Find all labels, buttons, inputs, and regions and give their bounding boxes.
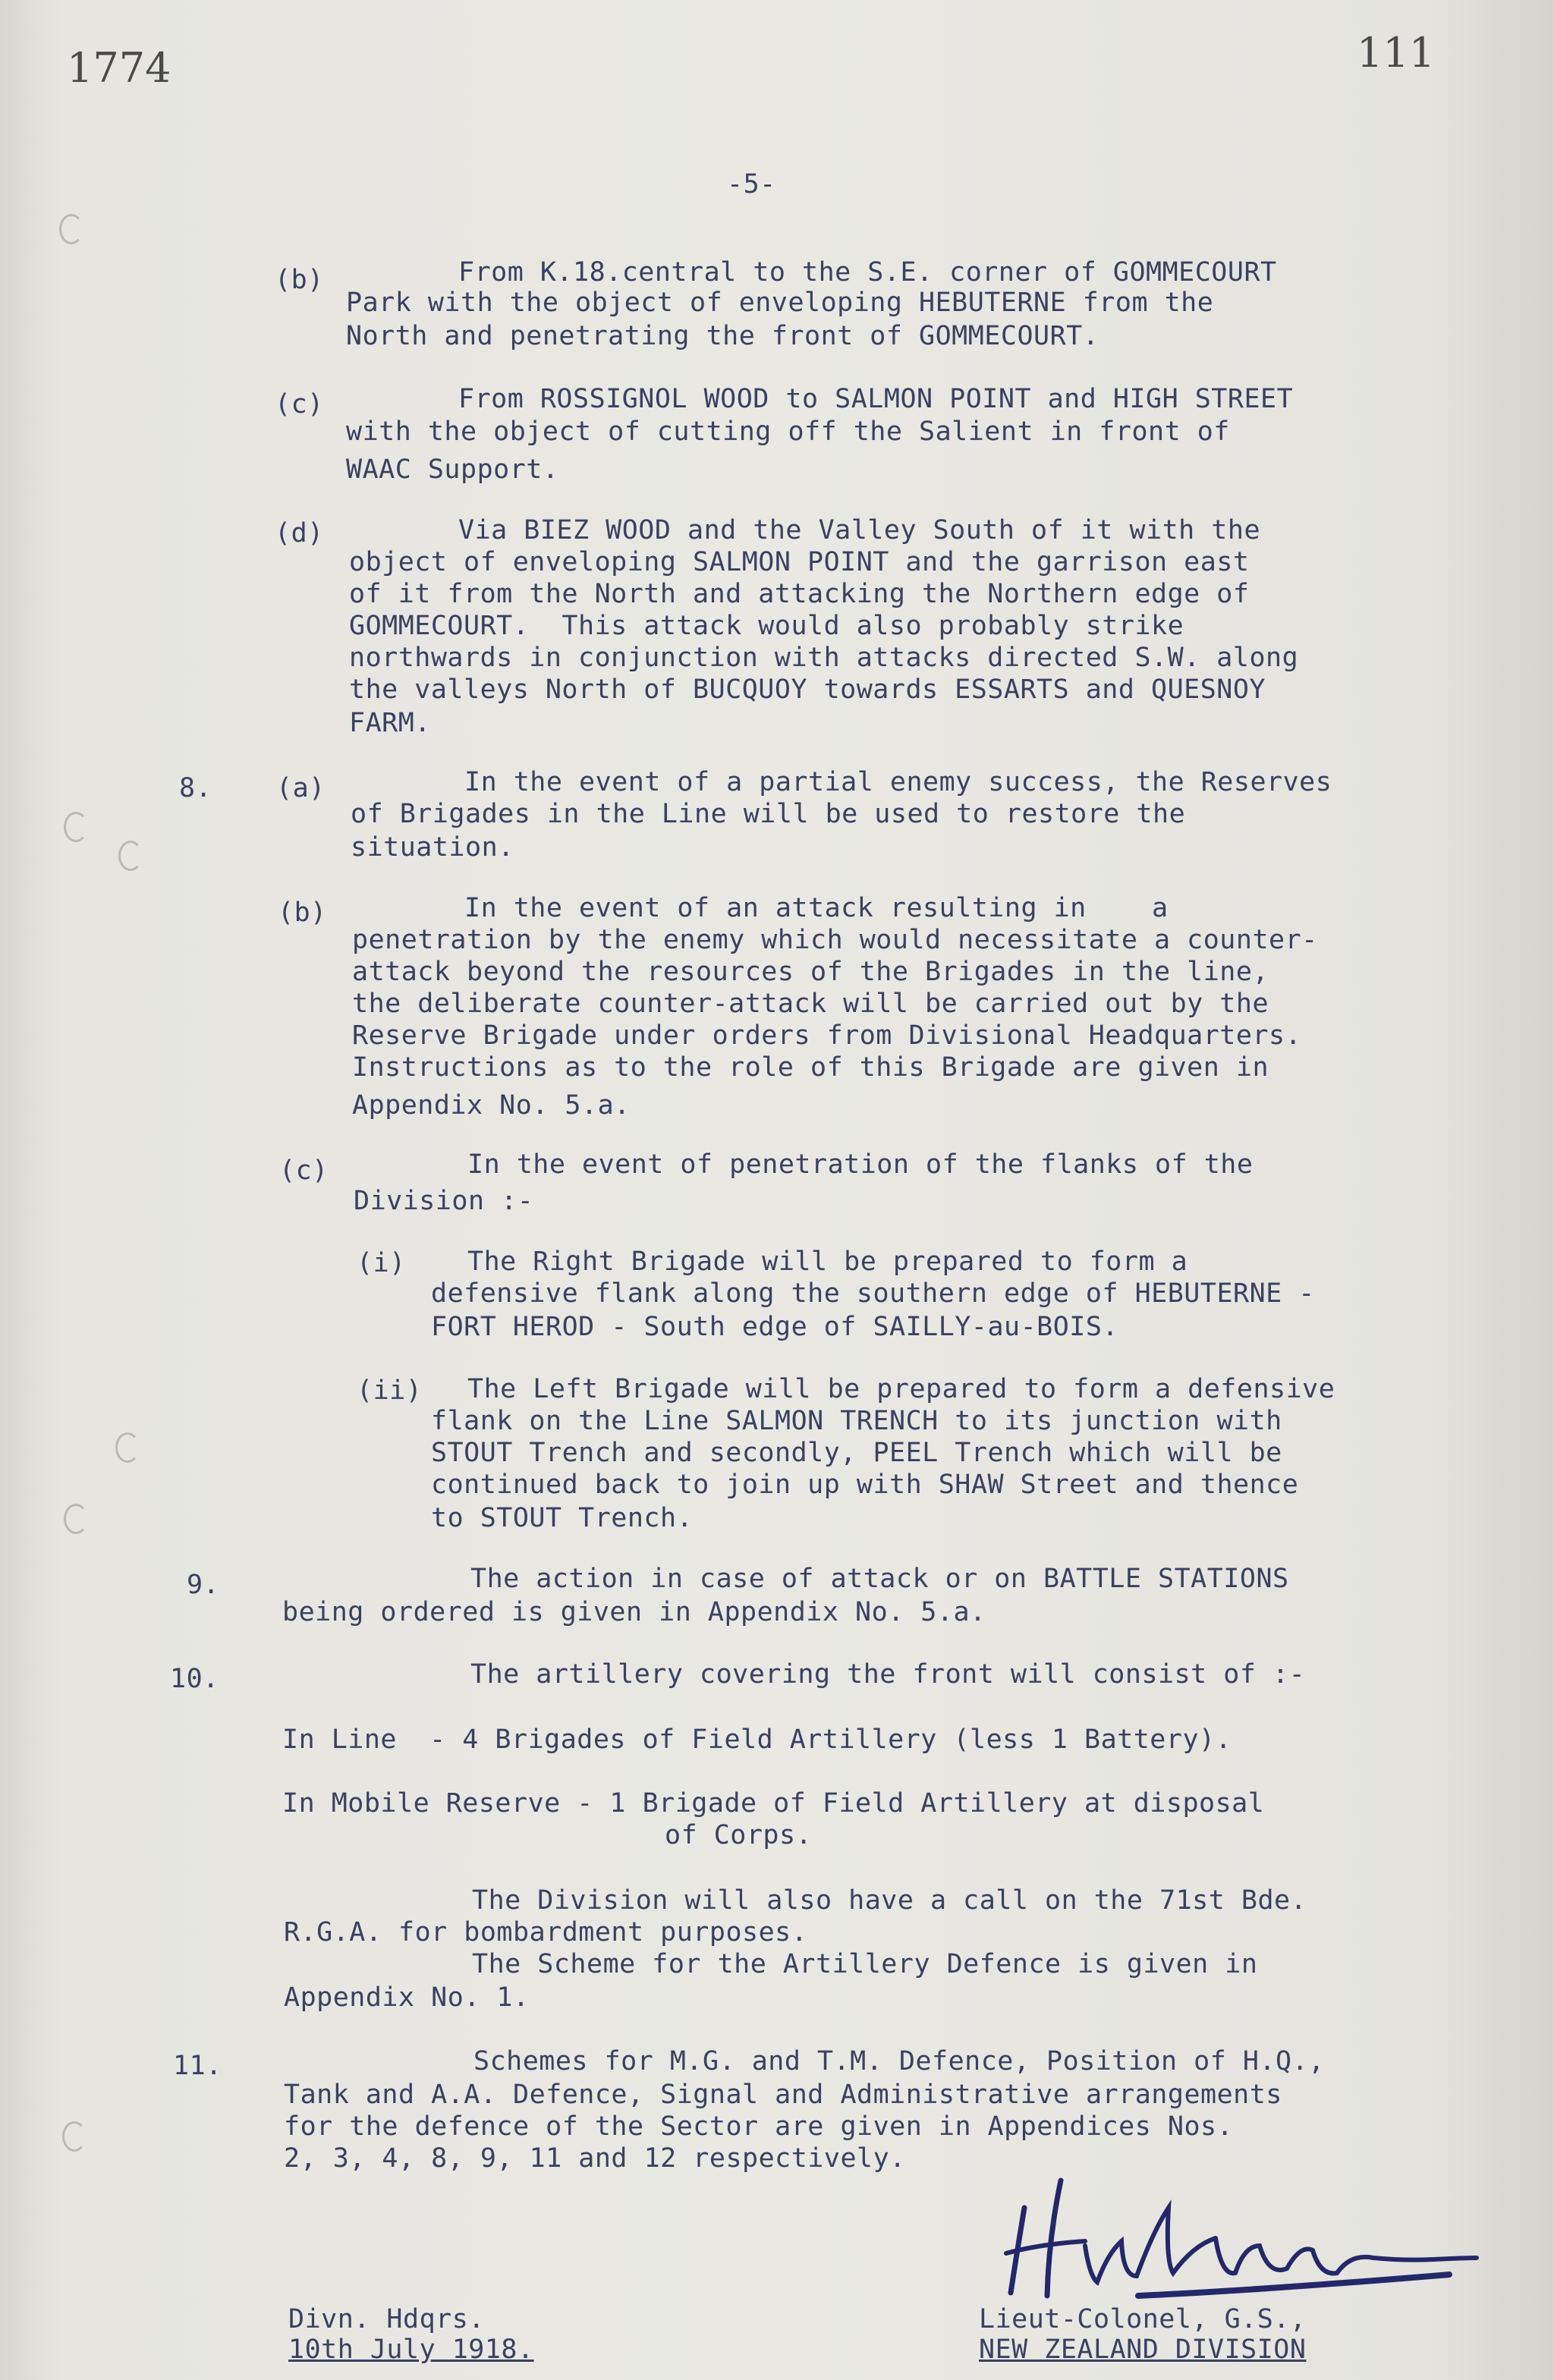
text-line: Schemes for M.G. and T.M. Defence, Position of H.Q., [473,2046,1325,2077]
text-line: of it from the North and attacking the Northern edge of [349,579,1250,609]
text-line: Reserve Brigade under orders from Divisional Headquarters. [352,1020,1302,1051]
text-line: FORT HEROD - South edge of SAILLY-au-BOIS. [431,1312,1119,1342]
text-line: The Left Brigade will be prepared to form a defensive [467,1374,1335,1404]
text-line: being ordered is given in Appendix No. 5.a. [282,1597,986,1627]
text-line: WAAC Support. [346,454,559,485]
item-marker: (ii) [357,1375,423,1406]
headquarters-label: Divn. Hdqrs. [288,2304,485,2334]
text-line: for the defence of the Sector are given in Appendices Nos. [284,2111,1234,2142]
text-line: object of enveloping SALMON POINT and the garrison east [349,547,1250,577]
text-line: North and penetrating the front of GOMMECOURT. [346,321,1099,351]
punch-hole [64,812,88,842]
text-line: The Right Brigade will be prepared to form a [467,1247,1188,1277]
text-line: The Scheme for the Artillery Defence is given in [472,1949,1258,1979]
text-line: Division :- [354,1186,534,1216]
text-line: From K.18.central to the S.E. corner of GOMMECOURT [458,257,1277,288]
text-line: of Brigades in the Line will be used to restore the [351,799,1186,829]
item-marker: (i) [357,1248,406,1278]
item-marker: (c) [275,389,324,420]
paragraph-number: 9. [187,1570,220,1600]
punch-hole [62,2121,87,2152]
punch-hole [118,841,143,871]
unit-name: NEW ZEALAND DIVISION [979,2334,1307,2365]
folio-number-left: 1774 [67,44,171,92]
text-line: From ROSSIGNOL WOOD to SALMON POINT and HIGH STREET [458,384,1294,414]
text-line: with the object of cutting off the Salient in front of [346,417,1230,447]
page-number: -5- [727,169,776,200]
text-line: of Corps. [665,1820,813,1850]
item-marker: (b) [275,265,324,295]
paragraph-number: 10. [170,1664,219,1694]
text-line: the valleys North of BUCQUOY towards ESSARTS and QUESNOY [349,674,1266,705]
text-line: In the event of an attack resulting in a [464,893,1169,923]
signature [994,2162,1480,2314]
punch-hole [64,1504,88,1534]
text-line: penetration by the enemy which would necessitate a counter- [352,925,1318,955]
signatory-rank: Lieut-Colonel, G.S., [979,2304,1307,2334]
text-line: the deliberate counter-attack will be carried out by the [352,989,1269,1019]
text-line: Via BIEZ WOOD and the Valley South of it with the [458,515,1261,545]
text-line: R.G.A. for bombardment purposes. [284,1917,808,1948]
text-line: northwards in conjunction with attacks directed S.W. along [349,643,1299,673]
text-line: The Division will also have a call on the 71st Bde. [472,1885,1307,1916]
text-line: In Mobile Reserve - 1 Brigade of Field Artillery at disposal [282,1788,1265,1819]
text-line: to STOUT Trench. [431,1503,694,1533]
text-line: attack beyond the resources of the Brigades in the line, [352,957,1269,987]
text-line: continued back to join up with SHAW Street and thence [431,1470,1299,1500]
text-line: The artillery covering the front will consist of :- [470,1659,1306,1690]
text-line: Tank and A.A. Defence, Signal and Administrative arrangements [284,2080,1282,2110]
punch-hole [115,1432,140,1463]
paragraph-number: 8. [179,773,212,803]
item-marker: (a) [276,773,326,803]
item-marker: (d) [275,518,324,549]
item-marker: (c) [279,1155,329,1186]
text-line: Park with the object of enveloping HEBUTERNE from the [346,288,1214,318]
text-line: In Line - 4 Brigades of Field Artillery (less 1 Battery). [282,1724,1232,1755]
text-line: In the event of a partial enemy success, the Reserves [464,767,1332,797]
text-line: situation. [351,832,514,863]
text-line: Appendix No. 1. [284,1982,530,2013]
text-line: Instructions as to the role of this Brigade are given in [352,1052,1269,1083]
document-date: 10th July 1918. [288,2334,534,2365]
text-line: FARM. [349,708,431,738]
text-line: Appendix No. 5.a. [352,1090,631,1121]
text-line: The action in case of attack or on BATTLE STATIONS [470,1564,1289,1594]
item-marker: (b) [278,898,327,928]
punch-hole [59,214,83,244]
folio-number-right: 111 [1357,29,1436,77]
text-line: GOMMECOURT. This attack would also probably strike [349,611,1184,641]
text-line: In the event of penetration of the flanks of the [467,1149,1254,1180]
text-line: flank on the Line SALMON TRENCH to its junction with [431,1406,1282,1436]
text-line: defensive flank along the southern edge of HEBUTERNE - [431,1278,1315,1309]
paragraph-number: 11. [173,2051,222,2081]
text-line: STOUT Trench and secondly, PEEL Trench which will be [431,1438,1282,1468]
text-line: 2, 3, 4, 8, 9, 11 and 12 respectively. [284,2143,906,2174]
